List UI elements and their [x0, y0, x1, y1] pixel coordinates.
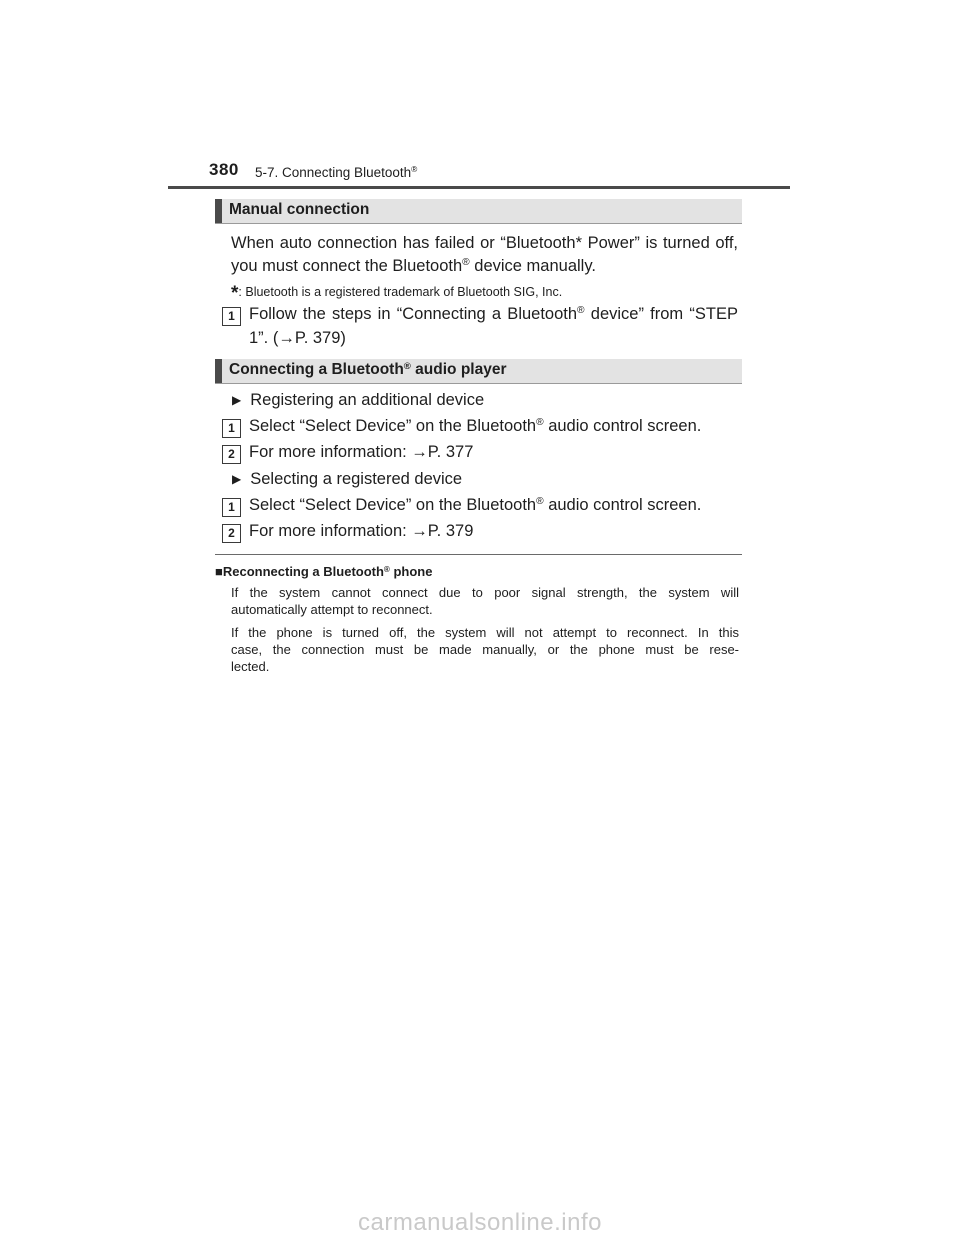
step-text: For more information: →P. 377 [249, 443, 474, 461]
square-bullet-icon: ■ [215, 564, 223, 579]
step-text: Select “Select Device” on the Bluetooth® audio control screen. [249, 496, 702, 514]
triangle-bullet-icon: ▶ [232, 472, 242, 486]
intro-line-1: When auto connection has failed or “Bluetooth* Power” is turned off, [231, 234, 738, 252]
heading-accent [215, 199, 222, 223]
note-paragraph-1-line-2: automatically attempt to reconnect. [231, 602, 433, 617]
heading-label: Connecting a Bluetooth® audio player [229, 360, 507, 378]
note-title: ■Reconnecting a Bluetooth® phone [215, 564, 433, 579]
registered-mark: ® [411, 164, 418, 175]
intro-line-2: you must connect the Bluetooth® device manually. [231, 257, 596, 275]
step-number-box: 1 [222, 498, 241, 517]
section-divider [215, 554, 742, 555]
step-number-box: 2 [222, 524, 241, 543]
step-text-line-1: Follow the steps in “Connecting a Bluetooth® device” from “STEP [249, 305, 738, 323]
footnote [231, 280, 562, 302]
subheading-registering: ▶ Registering an additional device [232, 391, 485, 409]
step-text-line-2: 1”. (→P. 379) [249, 329, 346, 347]
heading-label: Manual connection [229, 201, 370, 218]
step-text: Select “Select Device” on the Bluetooth® audio control screen. [249, 417, 702, 435]
note-paragraph-2-line-1: If the phone is turned off, the system will not attempt to reconnect. In this [231, 625, 739, 640]
header-rule [168, 186, 790, 189]
step-number-box: 2 [222, 445, 241, 464]
footnote-marker: * [231, 283, 239, 304]
footnote-text: : Bluetooth is a registered trademark of Bluetooth SIG, Inc. [238, 285, 563, 299]
triangle-bullet-icon: ▶ [232, 393, 242, 407]
step-text: For more information: →P. 379 [249, 522, 474, 540]
note-paragraph-2-line-2: case, the connection must be made manually, or the phone must be rese- [231, 642, 739, 657]
note-paragraph-2-line-3: lected. [231, 659, 270, 674]
subheading-selecting: ▶ Selecting a registered device [232, 470, 463, 488]
heading-accent [215, 359, 222, 383]
section-title: 5-7. Connecting Bluetooth® [255, 164, 418, 180]
note-paragraph-1-line-1: If the system cannot connect due to poor signal strength, the system will [231, 585, 739, 600]
step-number-box: 1 [222, 419, 241, 438]
step-number-box: 1 [222, 307, 241, 326]
heading-manual-connection [215, 199, 742, 224]
heading-connecting-audio-player [215, 359, 742, 384]
watermark: carmanualsonline.info [358, 1209, 602, 1236]
page-number: 380 [209, 160, 239, 179]
